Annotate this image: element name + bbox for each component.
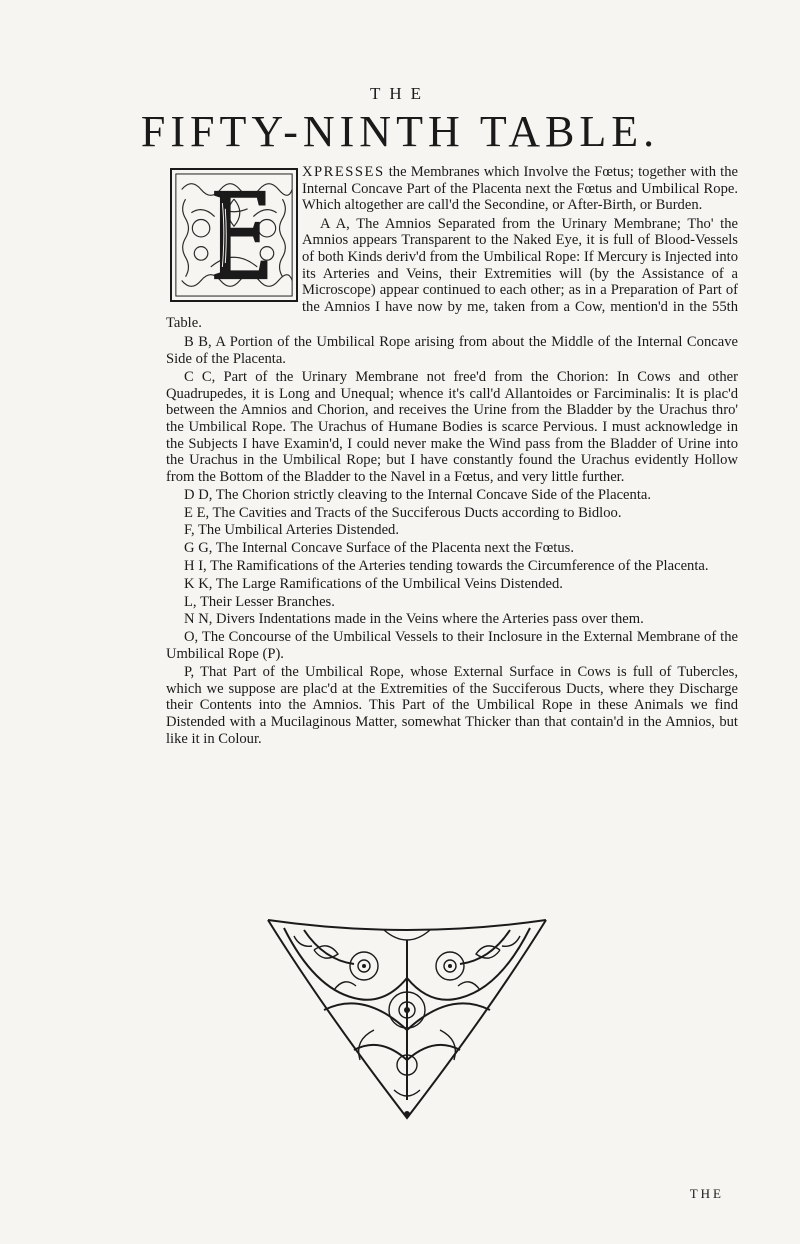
paragraph-ee: E E, The Cavities and Tracts of the Succiferous Ducts according to Bidloo. [184,504,622,521]
catchword: THE [689,1186,724,1201]
paragraph-p: P, That Part of the Umbilical Rope, whose External Surface in Cows is full of Tubercles, which we suppose are plac'd at the Extremities of the Succiferous Ducts, where they Discharge their Contents into the Amnios. This Part of the Umbilical Rope in these Animals we find Distended with a Mucilaginous Matter, somewhat Thicker than that contain'd in the Amnios, but like it in Colour. [166,664,738,747]
paragraph-f: F, The Umbilical Arteries Distended. [184,522,399,539]
paragraph-bb: B B, A Portion of the Umbilical Rope arising from about the Middle of the Internal Concave Side of the Placenta. [166,333,738,367]
paragraph-text: the Membranes which Involve the Fœtus; together with the Internal Concave Part of the Placenta next the Fœtus and Umbilical Rope. Which altogether are call'd the Secondine, or After-Birth, or Burden. [302,164,738,214]
paragraph-l: L, Their Lesser Branches. [184,593,335,610]
paragraph-cc: C C, Part of the Urinary Membrane not free'd from the Chorion: In Cows and other Quadrupedes, it is Long and Unequal; whence it's call'd Allantoides or Farciminalis: It is plac'd between the Amnios and Chorion, and receives the Urine from the Bladder by the Urachus thro' the Umbilical Rope. The Urachus of Humane Bodies is scarce Pervious. I must acknowledge in the Subjects I have Examin'd, I could never make the Wind pass from the Bladder of Urine into the Urachus in the Umbilical Rope; but I have constantly found the Urachus evidently Hollow from the Bottom of the Bladder to the Navel in a Fœtus, and very little further. [166,369,738,485]
paragraph-aa: A A, The Amnios Separated from the Urinary Membrane; Tho' the Amnios appears Transparent to the Naked Eye, it is full of Blood-Vessels of both Kinds deriv'd from the Umbilical Rope: If Mercury is Injected into its Arteries and Veins, their Extremities will (by the Assistance of a Microscope) appear continued to each other; as in a Preparation of Part of the Amnios I have now by me, taken from a Cow, mention'd in the 55th Table. [166,215,738,332]
paragraph-hi: H I, The Ramifications of the Arteries tending towards the Circumference of the Placenta. [184,557,709,574]
paragraph-kk: K K, The Large Ramifications of the Umbilical Veins Distended. [184,576,563,593]
page-title: FIFTY-NINTH TABLE. [140,107,660,156]
paragraph-o: O, The Concourse of the Umbilical Vessels to their Inclosure in the External Membrane of the Umbilical Rope (P). [166,629,738,662]
paragraph-nn: N N, Divers Indentations made in the Veins where the Arteries pass over them. [184,611,644,628]
floral-tailpiece-image [264,900,550,1122]
paragraph-dd: D D, The Chorion strictly cleaving to the Internal Concave Side of the Placenta. [184,487,652,504]
lead-word: XPRESSES [302,164,385,180]
table-description [166,164,738,749]
paragraph-gg: G G, The Internal Concave Surface of the Placenta next the Fœtus. [184,540,574,557]
page-kicker: THE [369,84,431,103]
tailpiece-ornament [264,900,550,1122]
